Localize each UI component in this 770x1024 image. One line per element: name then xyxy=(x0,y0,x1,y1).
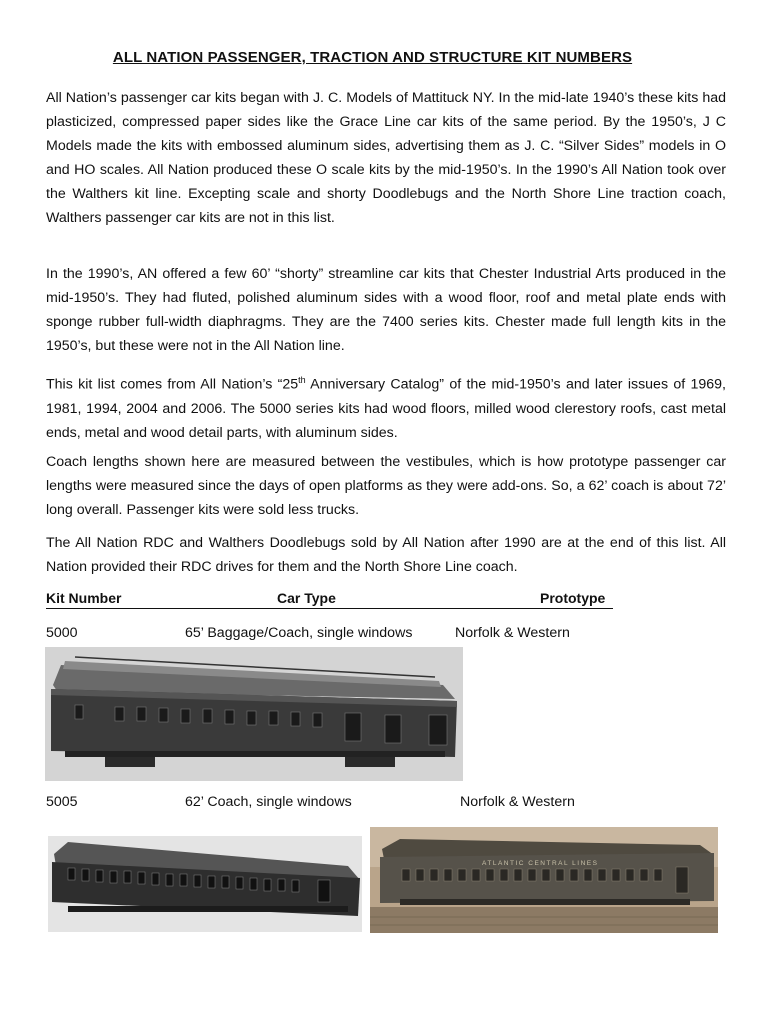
intro-paragraph: All Nation’s passenger car kits began with J. C. Models of Mattituck NY. In the mid-late 1940’s these kits had plasticized, compressed paper sides like the Grace Line car kits of the same period. By the 1950’s, J C Models made the kits with embossed aluminum sides, advertising them as J. C. “Silver Sides” models in O and HO scales. All Nation produced these O scale kits by the mid-1950’s. In the 1990’s All Nation took over the Walthers kit line. Excepting scale and shorty Doodlebugs and the North Shore Line traction coach, Walthers passenger car kits are not in this list. xyxy=(46,90,726,226)
row-5000-car-type: 65’ Baggage/Coach, single windows xyxy=(185,625,413,641)
row-5005-kit: 5005 xyxy=(46,794,78,810)
catalog-text-end: Anniversary Catalog” of the mid-1950’s and later issues of 1969, 1981, 1994, 2004 and 2006. The 5000 series kits had wood floors, milled wood clerestory roofs, cast metal ends, metal and wood detail parts, with aluminum sides. xyxy=(46,376,726,441)
row-5005-prototype: Norfolk & Western xyxy=(460,794,575,810)
row-5000-kit: 5000 xyxy=(46,625,78,641)
coach-length-paragraph: Coach lengths shown here are measured between the vestibules, which is how prototype passenger car lengths were measured since the days of open platforms as they were add-ons. So, a 62’ coach is about 72’ long overall. Passenger kits were sold less trucks. xyxy=(46,454,726,518)
shorty-paragraph: In the 1990’s, AN offered a few 60’ “shorty” streamline car kits that Chester Industrial Arts produced in the mid-1950’s. They had fluted, polished aluminum sides with a wood floor, roof and metal plate ends with sponge rubber full-width diaphragms. They are the 7400 series kits. Chester made full length kits in the 1950’s, but these were not in the All Nation line. xyxy=(46,266,726,354)
car-side-lettering: ATLANTIC CENTRAL LINES xyxy=(482,860,599,867)
rdc-paragraph: The All Nation RDC and Walthers Doodlebugs sold by All Nation after 1990 are at the end of this list. All Nation provided their RDC drives for them and the North Shore Line coach. xyxy=(46,535,726,575)
baggage-coach-photo xyxy=(45,647,463,781)
row-5005-car-type: 62’ Coach, single windows xyxy=(185,794,352,810)
header-kit-number: Kit Number xyxy=(46,590,122,606)
ordinal-suffix: th xyxy=(298,375,306,385)
header-car-type: Car Type xyxy=(277,590,336,606)
catalog-text-start: This kit list comes from All Nation’s “25 xyxy=(46,376,299,393)
coach-photo-right xyxy=(370,827,718,933)
header-prototype: Prototype xyxy=(540,590,606,606)
catalog-paragraph xyxy=(46,368,726,445)
page-title: ALL NATION PASSENGER, TRACTION AND STRUCTURE KIT NUMBERS xyxy=(112,49,633,66)
header-underline xyxy=(46,608,613,609)
coach-photo-left xyxy=(48,836,362,932)
row-5000-prototype: Norfolk & Western xyxy=(455,625,570,641)
